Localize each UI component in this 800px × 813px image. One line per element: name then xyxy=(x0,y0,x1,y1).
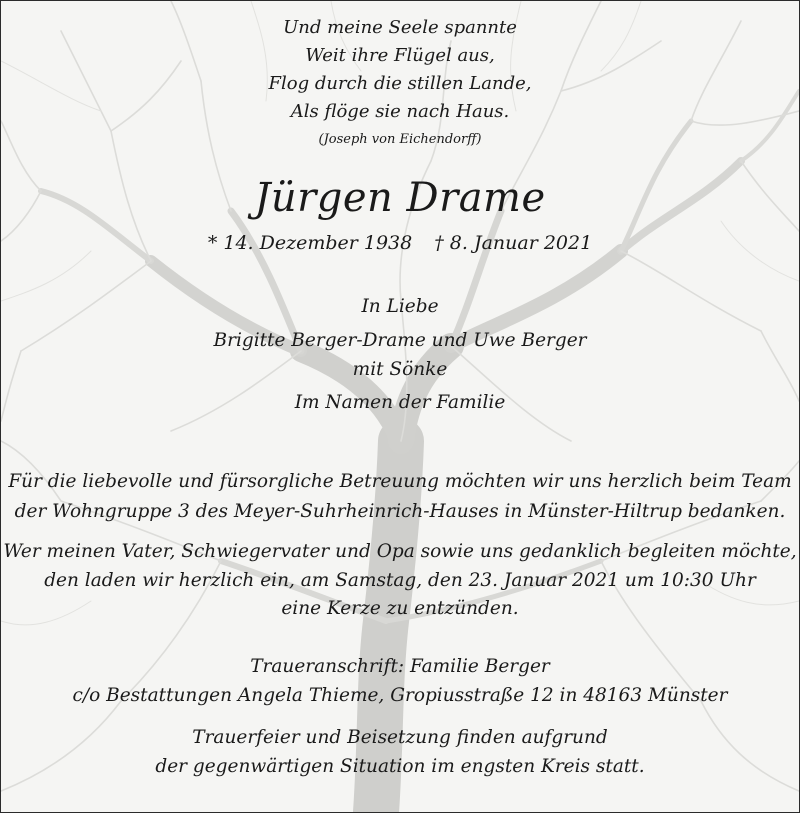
invitation-line-3: eine Kerze zu entzünden. xyxy=(281,598,519,619)
address-line-2: c/o Bestattungen Angela Thieme, Gropiusstraße 12 in 48163 Münster xyxy=(72,685,728,706)
mourners-names: Brigitte Berger-Drame und Uwe Berger xyxy=(213,330,587,351)
life-dates xyxy=(1,232,799,254)
deceased-name: Jürgen Drame xyxy=(254,175,546,221)
thanks-line-1: Für die liebevolle und fürsorgliche Betreuung möchten wir uns herzlich beim Team xyxy=(8,471,792,492)
funeral-line-1: Trauerfeier und Beisetzung finden aufgrund xyxy=(192,727,608,748)
poem-line-1: Und meine Seele spannte xyxy=(283,17,517,38)
poem-line-4: Als flöge sie nach Haus. xyxy=(290,101,510,122)
poem-attribution: (Joseph von Eichendorff) xyxy=(318,132,482,147)
poem-line-3: Flog durch die stillen Lande, xyxy=(268,73,532,94)
address-line-1: Traueranschrift: Familie Berger xyxy=(250,656,550,677)
mourners-intro: In Liebe xyxy=(361,296,439,317)
birth-date: * 14. Dezember 1938 xyxy=(207,232,413,254)
thanks-line-2: der Wohngruppe 3 des Meyer-Suhrheinrich-Hauses in Münster-Hiltrup bedanken. xyxy=(14,501,786,522)
mourners-family: Im Namen der Familie xyxy=(294,392,506,413)
mourners-with: mit Sönke xyxy=(352,359,448,380)
invitation-line-2: den laden wir herzlich ein, am Samstag, den 23. Januar 2021 um 10:30 Uhr xyxy=(44,570,756,591)
invitation-line-1: Wer meinen Vater, Schwiegervater und Opa sowie uns gedanklich begleiten möchte, xyxy=(3,541,797,562)
poem-line-2: Weit ihre Flügel aus, xyxy=(305,45,495,66)
funeral-line-2: der gegenwärtigen Situation im engsten Kreis statt. xyxy=(155,756,645,777)
death-date: † 8. Januar 2021 xyxy=(434,232,593,254)
